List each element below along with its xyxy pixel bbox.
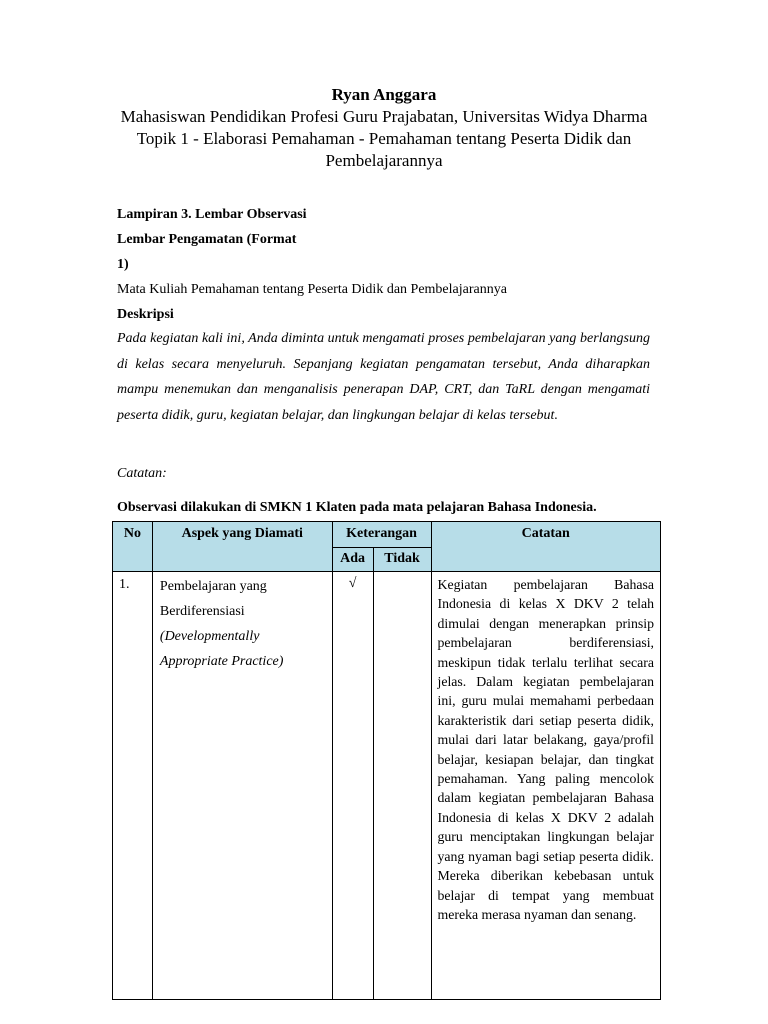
catatan-label: Catatan: [117, 466, 167, 481]
aspek-line4: Appropriate Practice) [159, 654, 284, 669]
aspek-line3: (Developmentally [159, 629, 260, 644]
header-tidak: Tidak [373, 548, 431, 572]
aspek-line2: Berdiferensiasi [159, 604, 245, 619]
mata-kuliah-text: Mata Kuliah Pemahaman tentang Peserta Didik dan Pembelajarannya [117, 282, 507, 297]
topic-title-line2: Pembelajarannya [325, 151, 443, 170]
lampiran-heading: Lampiran 3. Lembar Observasi [117, 207, 307, 222]
format-heading-line1: Lembar Pengamatan (Format [117, 232, 297, 247]
row-no: 1. [113, 572, 153, 1000]
header-catatan: Catatan [431, 522, 661, 572]
author-affiliation: Mahasiswan Pendidikan Profesi Guru Prajabatan, Universitas Widya Dharma [120, 107, 648, 126]
row-catatan: Kegiatan pembelajaran Bahasa Indonesia di kelas X DKV 2 telah dimulai dengan menerapkan prinsip pembelajaran berdiferensiasi, meskipun tidak terlalu terlihat secara jelas. Dalam kegiatan pembelajaran ini, guru mulai memahami perbedaan karakteristik dari setiap peserta didik, mulai dari latar belakang, gaya/profil belajar, kesiapan belajar, dan tingkat pemahaman. Yang paling mencolok dalam kegiatan pembelajaran Bahasa Indonesia di kelas X DKV 2 adalah guru menciptakan lingkungan belajar yang nyaman bagi setiap peserta didik. Mereka diberikan kebebasan untuk belajar di tempat yang membuat mereka merasa nyaman dan senang. [431, 572, 661, 1000]
header-no: No [113, 522, 153, 572]
deskripsi-paragraph: Pada kegiatan kali ini, Anda diminta untuk mengamati proses pembelajaran yang berlangsung di kelas secara menyeluruh. Sepanjang kegiatan pengamatan tersebut, Anda diharapkan mampu menemukan dan menganalisis penerapan DAP, CRT, dan TaRL dengan mengamati peserta didik, guru, kegiatan belajar, dan lingkungan belajar di kelas tersebut. [117, 331, 650, 423]
author-name: Ryan Anggara [331, 85, 437, 104]
topic-title-line1: Topik 1 - Elaborasi Pemahaman - Pemahaman tentang Peserta Didik dan [136, 129, 632, 148]
row-ada-checkmark: √ [332, 572, 373, 1000]
aspek-line1: Pembelajaran yang [159, 579, 267, 594]
header-ada: Ada [332, 548, 373, 572]
observation-table [112, 521, 661, 1000]
document-header [80, 84, 688, 172]
table-header-row [113, 522, 661, 548]
deskripsi-heading: Deskripsi [117, 307, 174, 322]
row-aspek [152, 572, 332, 1000]
observasi-statement: Observasi dilakukan di SMKN 1 Klaten pada mata pelajaran Bahasa Indonesia. [117, 500, 597, 515]
format-heading-line2: 1) [117, 257, 129, 272]
header-keterangan: Keterangan [332, 522, 431, 548]
header-aspek: Aspek yang Diamati [152, 522, 332, 572]
table-row [113, 572, 661, 1000]
row-tidak [373, 572, 431, 1000]
